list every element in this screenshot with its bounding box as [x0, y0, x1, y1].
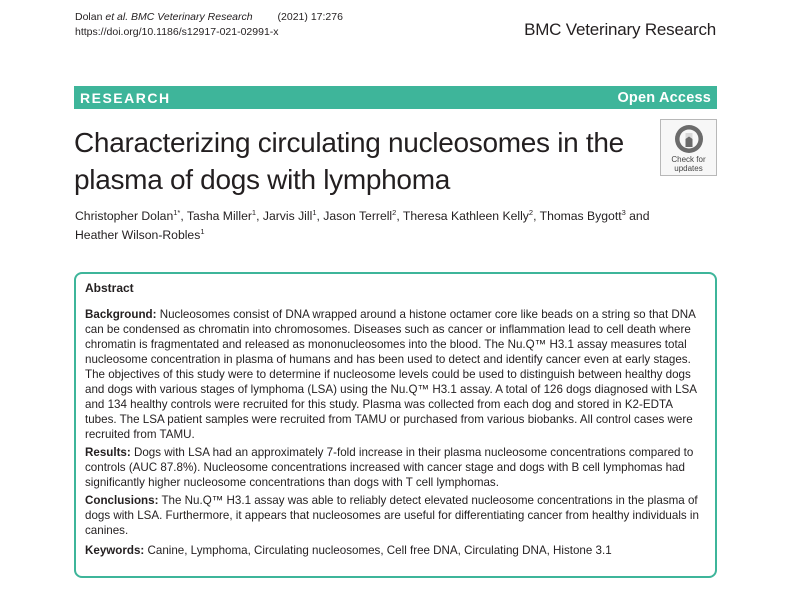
author[interactable]: Jarvis Jill$^1$ — [262, 208, 317, 223]
article-title: Characterizing circulating nucleosomes in the plasma of dogs with lymphoma — [74, 127, 624, 195]
check-for-updates-label — [671, 156, 705, 173]
article-type-label: RESEARCH — [80, 89, 171, 106]
abstract-heading: Abstract — [85, 281, 134, 295]
affiliation-mark: 1 — [312, 208, 317, 217]
citation-first-author: Dolan — [75, 11, 103, 23]
author[interactable]: Tasha Miller$^1$ — [186, 208, 257, 223]
keywords-label: Keywords: — [85, 544, 145, 557]
author[interactable]: Heather Wilson-Robles$^1$ — [75, 227, 205, 242]
affiliation-mark: 1 — [200, 227, 205, 236]
author-separator: and — [625, 209, 650, 223]
affiliation-mark: 1 — [251, 208, 257, 217]
author[interactable]: Theresa Kathleen Kelly$^2$ — [402, 208, 534, 223]
author-separator: , — [533, 209, 540, 223]
crossmark-icon — [674, 124, 704, 154]
badge-line-2: updates — [674, 163, 703, 173]
citation-header — [75, 10, 343, 40]
citation-journal: et al. BMC Veterinary Research — [105, 11, 253, 23]
author-separator: , — [256, 209, 263, 223]
background-text: Nucleosomes consist of DNA wrapped around a histone octamer core like beads on a string so that DNA can be condensed as chromatin into chromosomes. Diseases such as cancer or inflammation lead to cell death where chromatin is fragmentated and released as mononucleosomes into the blood. The Nu.Q™ H3.1 assay measures total nucleosome concentration in plasma of humans and has been used to detect and identify cancer even at early stages. The objectives of this study were to determine if nucleosome levels could be used to distinguish between healthy dogs and dogs with various stages of lymphoma (LSA) using the Nu.Q™ H3.1 assay. A total of 126 dogs diagnosed with LSA and 134 healthy controls were recruited for this study. Plasma was collected from each dog and stored in K2-EDTA tubes. The LSA patient samples were recruited from TAMU or purchased from various biobanks. All control cases were recruited from TAMU. — [85, 308, 697, 441]
author-separator: , — [316, 209, 324, 223]
affiliation-mark: 2 — [528, 208, 534, 217]
author[interactable]: Christopher Dolan$^{1*}$ — [75, 208, 181, 223]
citation-year-volume: (2021) 17:276 — [277, 11, 343, 23]
affiliation-mark: 1* — [173, 208, 181, 217]
citation-line — [75, 10, 343, 25]
badge-line-1: Check for — [671, 155, 706, 164]
results-label: Results: — [85, 446, 131, 459]
abstract-conclusions — [85, 493, 706, 538]
author-separator: , — [396, 209, 403, 223]
open-access-label[interactable]: Open Access — [617, 89, 711, 106]
journal-name: BMC Veterinary Research — [524, 20, 716, 39]
author[interactable]: Thomas Bygott$^3$ — [539, 208, 626, 223]
author[interactable]: Jason Terrell$^2$ — [323, 208, 397, 223]
abstract-keywords — [85, 543, 706, 558]
check-for-updates-button[interactable] — [660, 119, 717, 176]
abstract-background — [85, 307, 706, 442]
affiliation-mark: 3 — [621, 208, 626, 217]
affiliation-mark: 2 — [392, 208, 397, 217]
background-label: Background: — [85, 308, 157, 321]
author-separator: , — [180, 209, 187, 223]
keywords-text: Canine, Lymphoma, Circulating nucleosomes, Cell free DNA, Circulating DNA, Histone 3.1 — [144, 544, 612, 557]
doi-link[interactable]: https://doi.org/10.1186/s12917-021-02991-x — [75, 26, 279, 38]
abstract-box — [74, 272, 717, 578]
results-text: Dogs with LSA had an approximately 7-fold increase in their plasma nucleosome concentrations compared to controls (AUC 87.8%). Nucleosome concentrations increased with cancer stage and dogs with B cell lymphomas had significantly higher nucleosome concentrations than dogs with T cell lymphomas. — [85, 446, 694, 489]
section-banner — [74, 86, 717, 109]
conclusions-text: The Nu.Q™ H3.1 assay was able to reliably detect elevated nucleosome concentrations in the plasma of dogs with LSA. Furthermore, it appears that nucleosomes are useful for differentiating cancer from healthy individuals in canines. — [85, 494, 699, 537]
author-list — [75, 207, 685, 245]
conclusions-label: Conclusions: — [85, 494, 159, 507]
abstract-results — [85, 445, 706, 490]
